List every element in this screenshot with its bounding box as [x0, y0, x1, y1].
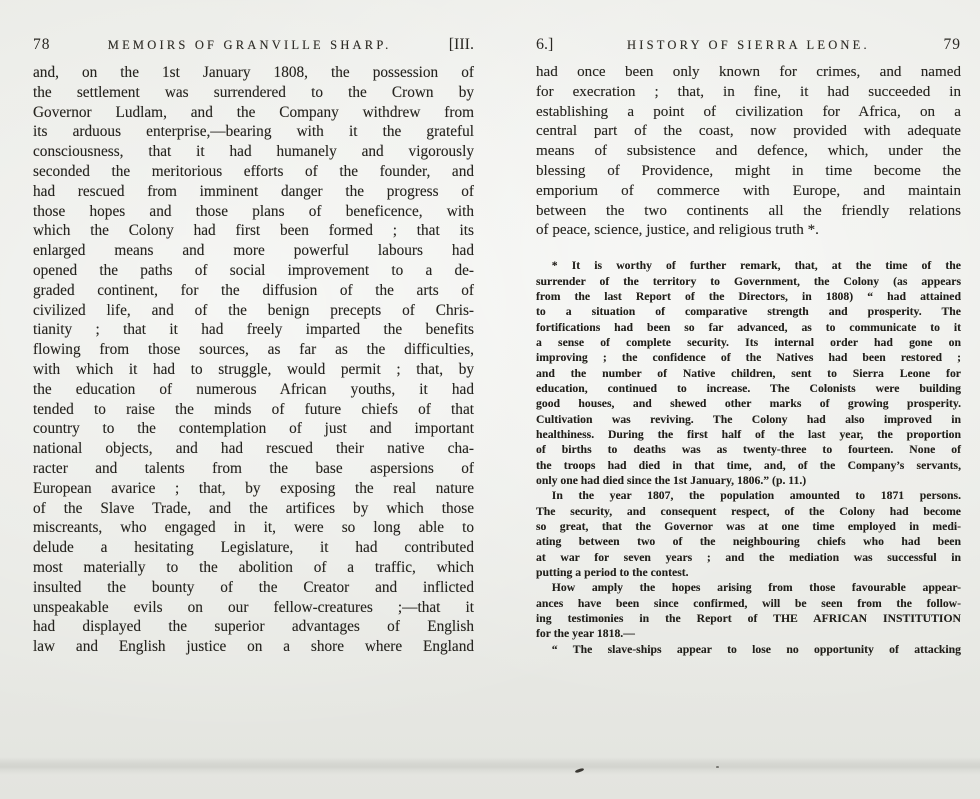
left-running-head	[33, 36, 474, 58]
text-line: emporium of commerce with Europe, and maintain	[536, 182, 961, 199]
text-line: fortifications had been so far advanced, as to communicate to it	[536, 320, 961, 334]
text-line: to a situation of comparative strength and prosperity. The	[536, 305, 961, 319]
text-line: “ The slave-ships appear to lose no opportunity of attacking	[551, 642, 961, 656]
text-line: unspeakable evils on our fellow-creatures ;—that it	[33, 598, 474, 616]
text-line: and, on the 1st January 1808, the possession of	[33, 64, 474, 81]
text-line: * It is worthy of further remark, that, at the time of the	[551, 259, 961, 273]
text-line: had rescued from imminent danger the progress of	[33, 182, 474, 200]
text-line: the education of numerous African youths, it had	[33, 380, 474, 398]
text-line: insulted the bounty of the Creator and inflicted	[33, 578, 474, 596]
text-line: for the year 1818.—	[536, 627, 635, 641]
right-running-head	[536, 36, 961, 58]
right-running-title: HISTORY OF SIERRA LEONE.	[627, 38, 870, 52]
text-line: the troops had died in that time, and, of the Company’s servants,	[536, 458, 961, 472]
text-line: had once been only known for crimes, and named	[536, 64, 961, 80]
right-page-number: 79	[943, 36, 961, 53]
text-line: law and English justice on a shore where England	[33, 638, 474, 656]
text-line: of peace, science, justice, and religious truth *.	[536, 222, 819, 239]
text-line: miscreants, who engaged in it, were so long able to	[33, 519, 474, 537]
text-line: the settlement was surrendered to the Crown by	[33, 83, 474, 101]
text-line: most materially to the abolition of a traffic, which	[33, 558, 474, 576]
paragraph	[536, 488, 961, 580]
text-line: its arduous enterprise,—bearing with it the grateful	[33, 123, 474, 141]
text-line: of the Slave Trade, and the artifices by which those	[33, 499, 474, 517]
paragraph	[536, 642, 961, 657]
right-page	[536, 36, 961, 657]
text-line: with which it had to struggle, would permit ; that, by	[33, 360, 474, 378]
left-body-text	[33, 63, 474, 657]
text-line: country to the contemplation of just and important	[33, 420, 474, 438]
right-body-text	[536, 63, 961, 241]
left-page-number: 78	[33, 36, 51, 53]
text-line: racter and talents from the base aspersions of	[33, 459, 474, 477]
text-line: putting a period to the contest.	[536, 566, 689, 580]
paragraph	[536, 63, 961, 241]
right-chapter-marker: 6.]	[536, 36, 554, 53]
text-line: good houses, and shewed other marks of growing prosperity.	[536, 397, 961, 411]
text-line: ances have been since confirmed, will be seen from the follow-	[536, 596, 961, 610]
text-line: enlarged means and more powerful labours had	[33, 242, 474, 260]
text-line: so great, that the Governor was at one time employed in medi-	[536, 520, 961, 534]
text-line: between the two continents all the friendly relations	[536, 202, 961, 219]
text-line: graded continent, for the diffusion of the arts of	[33, 281, 474, 299]
text-line: Governor Ludlam, and the Company withdrew from	[33, 103, 474, 121]
text-line: establishing a point of civilization for Africa, on a	[536, 103, 961, 120]
text-line: had displayed the superior advantages of English	[33, 618, 474, 636]
text-line: tended to raise the minds of future chiefs of that	[33, 400, 474, 418]
text-line: only one had died since the 1st January, 1806.” (p. 11.)	[536, 473, 807, 487]
left-signature-mark: [III.	[448, 36, 474, 53]
text-line: a sense of complete security. Its internal order had gone on	[536, 335, 961, 349]
text-line: improving ; the confidence of the Natives had been restored ;	[536, 351, 961, 365]
text-line: and the number of Native children, sent to Sierra Leone for	[536, 366, 961, 380]
right-footnote-text	[536, 258, 961, 657]
text-line: opened the paths of social improvement to a de-	[33, 261, 474, 279]
paragraph	[536, 258, 961, 488]
text-line: European avarice ; that, by exposing the real nature	[33, 479, 474, 497]
text-line: surrender of the territory to Government, the Colony (as appears	[536, 274, 961, 288]
text-line: at war for seven years ; and the mediation was successful in	[536, 550, 961, 564]
text-line: from the last Report of the Directors, in 1808) “ had attained	[536, 289, 961, 303]
text-line: national objects, and had rescued their native cha-	[33, 440, 474, 458]
text-line: ating between two of the neighbouring chiefs who had been	[536, 535, 961, 549]
text-line: tianity ; that it had freely imparted the benefits	[33, 321, 474, 339]
paragraph	[536, 580, 961, 641]
text-line: of births to deaths was as twenty-three to fourteen. None of	[536, 443, 961, 457]
left-running-title: MEMOIRS OF GRANVILLE SHARP.	[107, 38, 392, 52]
text-line: blessing of Providence, might in time become the	[536, 162, 961, 179]
text-line: for execration ; that, in fine, it had succeeded in	[536, 83, 961, 100]
ink-speck-artifact	[716, 766, 719, 768]
text-line: means of subsistence and defence, which, under the	[536, 143, 961, 160]
text-line: central part of the coast, now provided with adequate	[536, 123, 961, 140]
text-line: civilized life, and of the benign precepts of Chris-	[33, 301, 474, 319]
text-line: The security, and consequent respect, of the Colony had become	[536, 504, 961, 518]
scanner-streak-artifact	[0, 757, 980, 775]
text-line: ing testimonies in the Report of THE AFRICAN INSTITUTION	[536, 612, 961, 626]
paragraph	[33, 63, 474, 657]
text-line: consciousness, that it had humanely and vigorously	[33, 143, 474, 161]
text-line: Cultivation was reviving. The Colony had also improved in	[536, 412, 961, 426]
text-line: seconded the meritorious efforts of the founder, and	[33, 162, 474, 180]
text-line: flowing from those sources, as far as the difficulties,	[33, 341, 474, 359]
text-line: those hopes and those plans of beneficence, with	[33, 202, 474, 220]
left-page	[33, 36, 474, 657]
text-line: education, continued to increase. The Colonists were building	[536, 381, 961, 395]
text-line: How amply the hopes arising from those favourable appear-	[551, 581, 961, 595]
text-line: In the year 1807, the population amounted to 1871 persons.	[551, 489, 961, 503]
text-line: healthiness. During the first half of the last year, the proportion	[536, 427, 961, 441]
text-line: which the Colony had first been formed ; that its	[33, 222, 474, 240]
text-line: delude a hesitating Legislature, it had contributed	[33, 539, 474, 557]
